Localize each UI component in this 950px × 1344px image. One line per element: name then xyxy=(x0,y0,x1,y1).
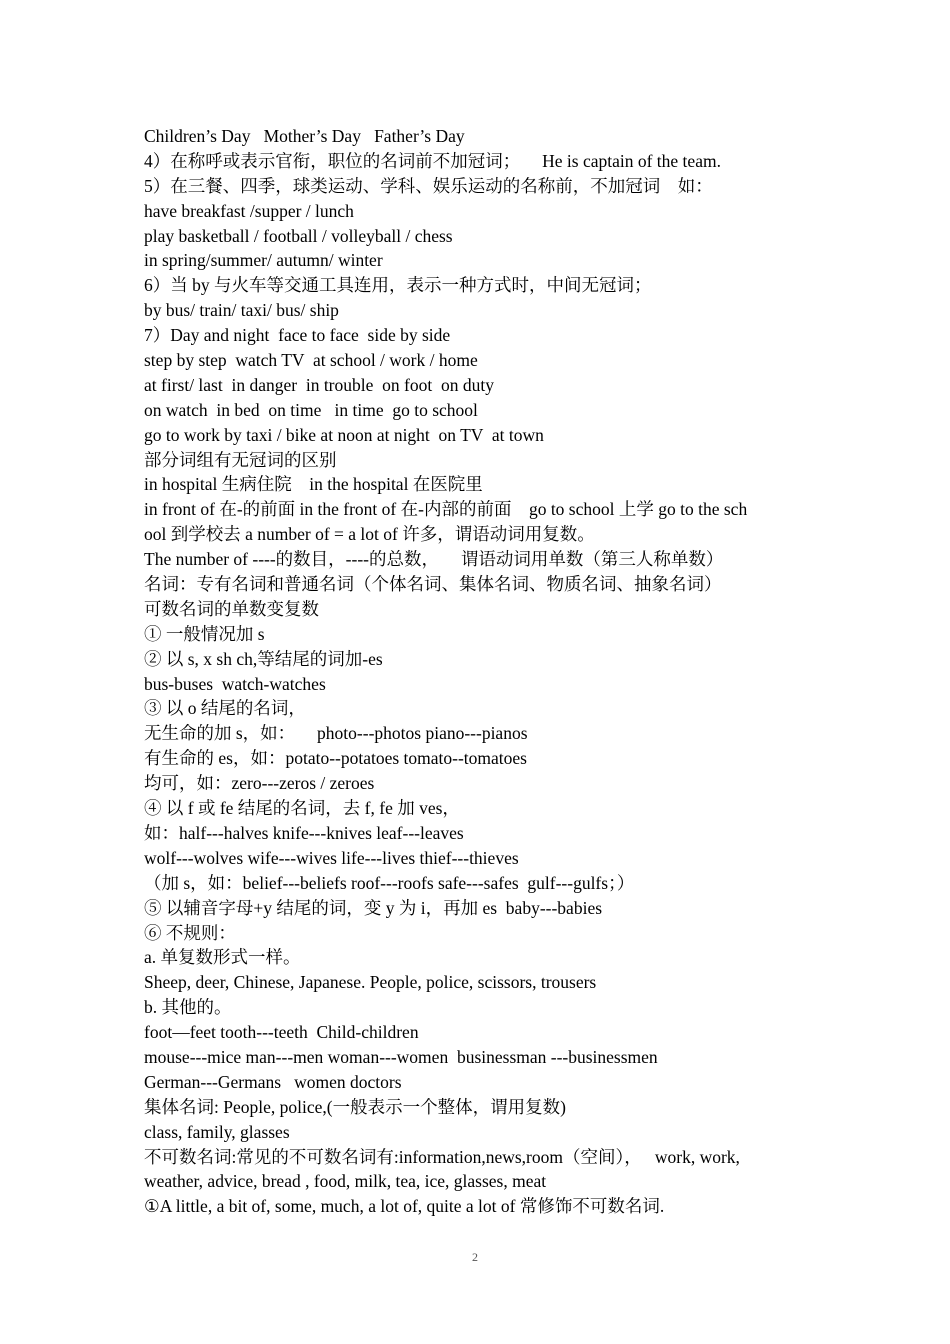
text-line: 有生命的 es，如：potato--potatoes tomato--tomatoes xyxy=(144,748,527,769)
text-line: at first/ last in danger in trouble on foot on duty xyxy=(144,374,494,395)
text-line: b. 其他的。 xyxy=(144,997,232,1018)
text-line: foot—feet tooth---teeth Child-children xyxy=(144,1022,419,1043)
text-line: 集体名词: People, police,(一般表示一个整体，谓用复数) xyxy=(144,1096,566,1117)
text-line: ⑥ 不规则： xyxy=(144,922,236,943)
text-line: wolf---wolves wife---wives life---lives thief---thieves xyxy=(144,847,519,868)
text-line: German---Germans women doctors xyxy=(144,1071,402,1092)
text-line: 6）当 by 与火车等交通工具连用，表示一种方式时，中间无冠词； xyxy=(144,275,652,296)
text-line: in front of 在-的前面 in the front of 在-内部的前面 go to school 上学 go to the sch xyxy=(144,499,748,520)
text-line: Children’s Day Mother’s Day Father’s Day xyxy=(144,126,465,146)
text-line: ④ 以 f 或 fe 结尾的名词，去 f, fe 加 ves， xyxy=(144,798,460,819)
text-line: ① 一般情况加 s xyxy=(144,623,265,644)
text-line: 7）Day and night face to face side by side xyxy=(144,325,451,346)
text-line: The number of ----的数目，----的总数， 谓语动词用单数（第三人称单数） xyxy=(144,549,724,570)
text-line: ool 到学校去 a number of = a lot of 许多，谓语动词用复数。 xyxy=(144,524,595,545)
text-line: 4）在称呼或表示官衔，职位的名词前不加冠词； He is captain of the team. xyxy=(144,150,721,171)
text-line: in hospital 生病住院 in the hospital 在医院里 xyxy=(144,474,483,495)
text-line: bus-buses watch-watches xyxy=(144,673,326,694)
text-line: （加 s，如：belief---beliefs roof---roofs safe---safes gulf---gulfs；） xyxy=(144,872,635,893)
text-line: 无生命的加 s，如： photo---photos piano---pianos xyxy=(144,723,528,744)
text-line: class, family, glasses xyxy=(144,1121,290,1142)
text-line: 不可数名词:常见的不可数名词有:information,news,room（空间）， work, work, xyxy=(144,1146,740,1167)
text-line: Sheep, deer, Chinese, Japanese. People, police, scissors, trousers xyxy=(144,972,597,993)
text-line: ①A little, a bit of, some, much, a lot of, quite a lot of 常修饰不可数名词. xyxy=(144,1196,665,1217)
text-line: 部分词组有无冠词的区别 xyxy=(144,449,337,470)
text-line: have breakfast /supper / lunch xyxy=(144,200,354,221)
page-number: 2 xyxy=(472,1250,478,1264)
text-line: 名词：专有名词和普通名词（个体名词、集体名词、物质名词、抽象名词） xyxy=(144,574,722,595)
text-line: ⑤ 以辅音字母+y 结尾的词，变 y 为 i，再加 es baby---babies xyxy=(144,897,603,918)
text-line: ② 以 s, x sh ch,等结尾的词加-es xyxy=(144,648,383,669)
text-line: ③ 以 o 结尾的名词， xyxy=(144,698,306,719)
text-line: 可数名词的单数变复数 xyxy=(144,598,319,619)
document-body xyxy=(144,124,814,1219)
text-line: 如：half---halves knife---knives leaf---leaves xyxy=(144,822,464,843)
text-line: in spring/summer/ autumn/ winter xyxy=(144,250,383,271)
text-line: play basketball / football / volleyball / chess xyxy=(144,225,453,246)
text-line: by bus/ train/ taxi/ bus/ ship xyxy=(144,300,339,321)
text-line: 均可，如：zero---zeros / zeroes xyxy=(144,773,375,794)
text-line: go to work by taxi / bike at noon at night on TV at town xyxy=(144,424,544,445)
text-line: mouse---mice man---men woman---women businessman ---businessmen xyxy=(144,1046,658,1067)
text-line: step by step watch TV at school / work / home xyxy=(144,350,478,371)
text-line: weather, advice, bread , food, milk, tea, ice, glasses, meat xyxy=(144,1171,547,1192)
text-line: 5）在三餐、四季，球类运动、学科、娱乐运动的名称前，不加冠词 如： xyxy=(144,175,713,196)
text-line: on watch in bed on time in time go to school xyxy=(144,399,478,420)
text-line: a. 单复数形式一样。 xyxy=(144,947,301,968)
